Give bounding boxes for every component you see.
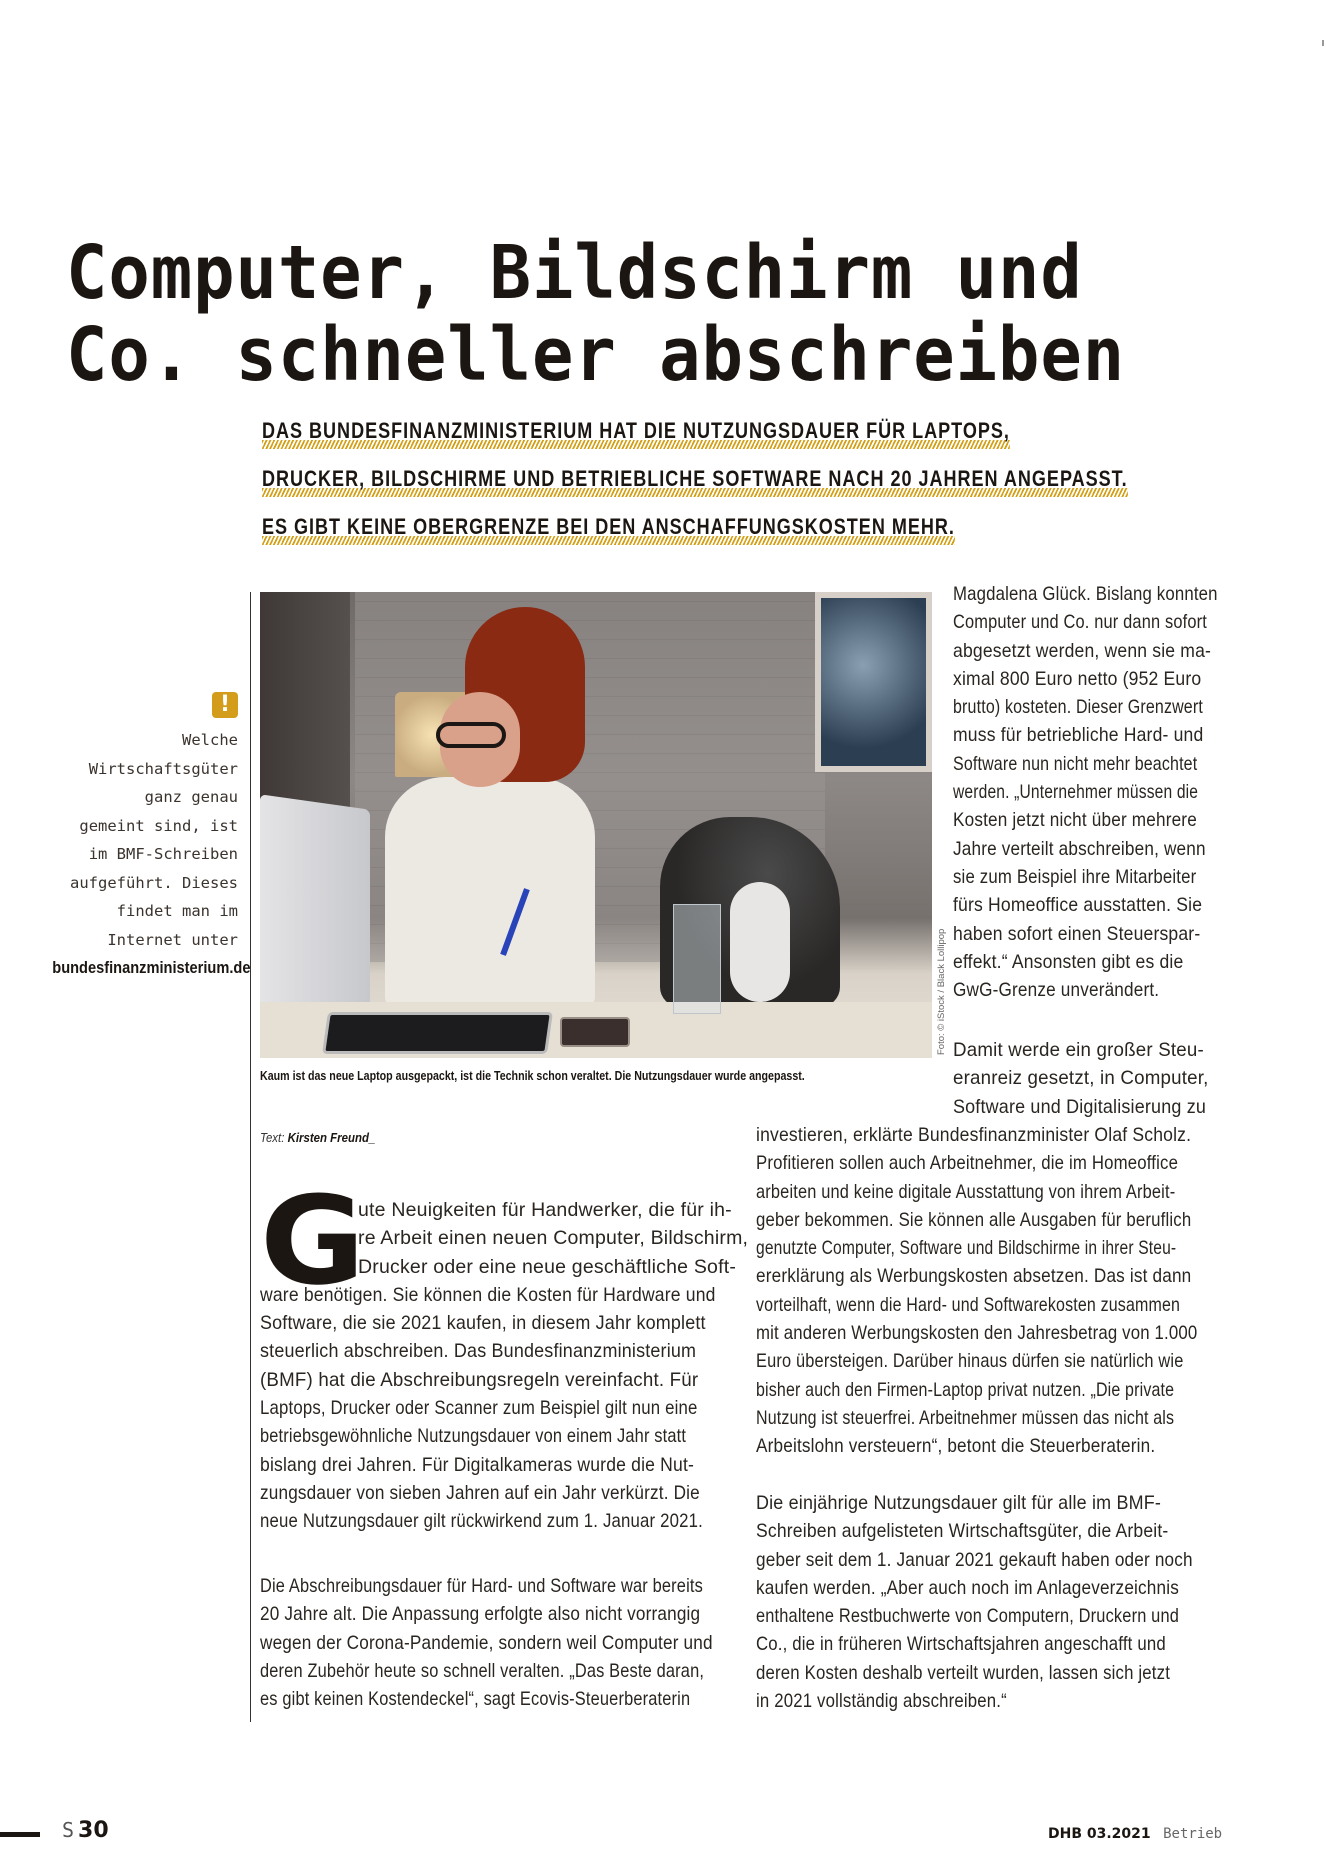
tablet	[322, 1012, 553, 1054]
body-column-left-paragraph-2: Die Abschreibungsdauer für Hard- und Software war bereits 20 Jahre alt. Die Anpassung erfolgte also nicht vorrangig wegen der Corona-Pandemie, sondern weil Computer und deren Zubehör heute so schnell veralten. „Das Beste daran, es gibt keinen Kostendeckel“, sagt Ecovis-Steuerberaterin	[260, 1575, 713, 1711]
headline-line-2: Co. schneller abschreiben	[66, 312, 1126, 398]
article-headline	[66, 232, 1136, 396]
section-label: Betrieb	[1163, 1826, 1223, 1842]
column-divider	[250, 592, 251, 1722]
body-column-left: ute Neuigkeiten für Handwerker, die für ih- re Arbeit einen neuen Computer, Bildschirm, Drucker oder eine neue geschäftliche Soft- ware benötigen. Sie können die Kosten für Hardware und Software, die sie 2021 kaufen, in diesem Jahr komplett steuerlich abschreiben. Das Bundesfinanzministerium (BMF) hat die Abschreibungsregeln vereinfacht. Für Laptops, Drucker oder Scanner zum Beispiel gilt nun eine betriebsgewöhnliche Nutzungsdauer von einem Jahr statt bislang drei Jahren. Für Digitalkameras wurde die Nut- zungsdauer von sieben Jahren auf ein Jahr verkürzt. Die neue Nutzungsdauer gilt rückwirkend zum 1. Januar 2021.	[260, 1199, 749, 1533]
page-number: S 30	[62, 1818, 109, 1843]
page-edge-mark	[1322, 40, 1324, 46]
sidebar-note-text: Welche Wirtschaftsgüter ganz genau gemeint sind, ist im BMF-Schreiben aufgeführt. Dieses findet man im Internet unter	[70, 731, 238, 949]
lead-line: ES GIBT KEINE OBERGRENZE BEI DEN ANSCHAFFUNGSKOSTEN MEHR.	[262, 514, 1049, 562]
water-glass	[673, 904, 721, 1014]
issue-label: DHB 03.2021	[1048, 1826, 1151, 1842]
photo-credit: Foto: © iStock / Black Lollipop	[936, 928, 947, 1055]
photo-caption: Kaum ist das neue Laptop ausgepackt, ist die Technik schon veraltet. Die Nutzungsdauer wurde angepasst.	[260, 1068, 805, 1083]
headline-line-1: Computer, Bildschirm und	[66, 230, 1083, 316]
issue-info	[1048, 1825, 1222, 1843]
sidebar-info-box	[20, 692, 251, 982]
body-column-right: investieren, erklärte Bundesfinanzminister Olaf Scholz. Profitieren sollen auch Arbeitnehmer, die im Homeoffice arbeiten und keine digitale Ausstattung von ihrem Arbeit- geber bekommen. Sie können alle Ausgaben für beruflich genutzte Computer, Software und Bildschirme in ihrer Steu- ererklärung als Werbungskosten absetzen. Das ist dann vorteilhaft, wenn die Hard- und Softwarekosten zusammen mit anderen Werbungskosten den Jahresbetrag von 1.000 Euro übersteigen. Darüber hinaus dürfen sie natürlich wie bisher auch den Firmen-Laptop privat nutzen. „Die private Nutzung ist steuerfrei. Arbeitnehmer müssen das nicht als Arbeitslohn versteuern“, betont die Steuerberaterin.	[756, 1124, 1198, 1458]
body-column-right-top: Magdalena Glück. Bislang konnten Computer und Co. nur dann sofort abgesetzt werden, wenn sie ma- ximal 800 Euro netto (952 Euro brutto) kosteten. Dieser Grenzwert muss für betriebliche Hard- und Software nun nicht mehr beachtet werden. „Unternehmer müssen die Kosten jetzt nicht über mehrere Jahre verteilt abschreiben, wenn sie zum Beispiel ihre Mitarbeiter fürs Homeoffice ausstatten. Sie haben sofort einen Steuerspar- effekt.“ Ansonsten gibt es die GwG-Grenze unverändert.	[953, 583, 1218, 1002]
article-photo	[260, 592, 932, 1058]
body-column-right-paragraph-2: Die einjährige Nutzungsdauer gilt für alle im BMF- Schreiben aufgelisteten Wirtschaftsgüter, die Arbeit- geber seit dem 1. Januar 2021 gekauft haben oder noch kaufen werden. „Aber auch noch im Anlageverzeichnis enthaltene Restbuchwerte von Computern, Druckern und Co., die in früheren Wirtschaftsjahren angeschafft und deren Kosten deshalb verteilt wurden, lassen sich jetzt in 2021 vollständig abschreiben.“	[756, 1492, 1193, 1713]
lead-line: DAS BUNDESFINANZMINISTERIUM HAT DIE NUTZUNGSDAUER FÜR LAPTOPS,	[262, 418, 1049, 466]
footer-rule	[0, 1832, 40, 1837]
drop-cap: G	[260, 1170, 366, 1312]
bmf-website-link[interactable]: bundesfinanzministerium.de	[52, 958, 251, 977]
byline	[260, 1130, 375, 1145]
glasses	[436, 722, 506, 748]
wall-painting	[815, 592, 932, 772]
woman-torso	[385, 777, 595, 1007]
lead-line: DRUCKER, BILDSCHIRME UND BETRIEBLICHE SOFTWARE NACH 20 JAHREN ANGEPASST.	[262, 466, 1049, 514]
exclamation-icon: !	[212, 692, 238, 718]
article-lead	[262, 418, 1222, 562]
body-column-right-mid: Damit werde ein großer Steu- eranreiz gesetzt, in Computer, Software und Digitalisierung zu	[953, 1039, 1209, 1118]
byline-author: Kirsten Freund_	[287, 1130, 376, 1145]
laptop	[260, 794, 370, 1024]
smartphone	[560, 1017, 630, 1047]
byline-prefix: Text:	[260, 1130, 285, 1145]
